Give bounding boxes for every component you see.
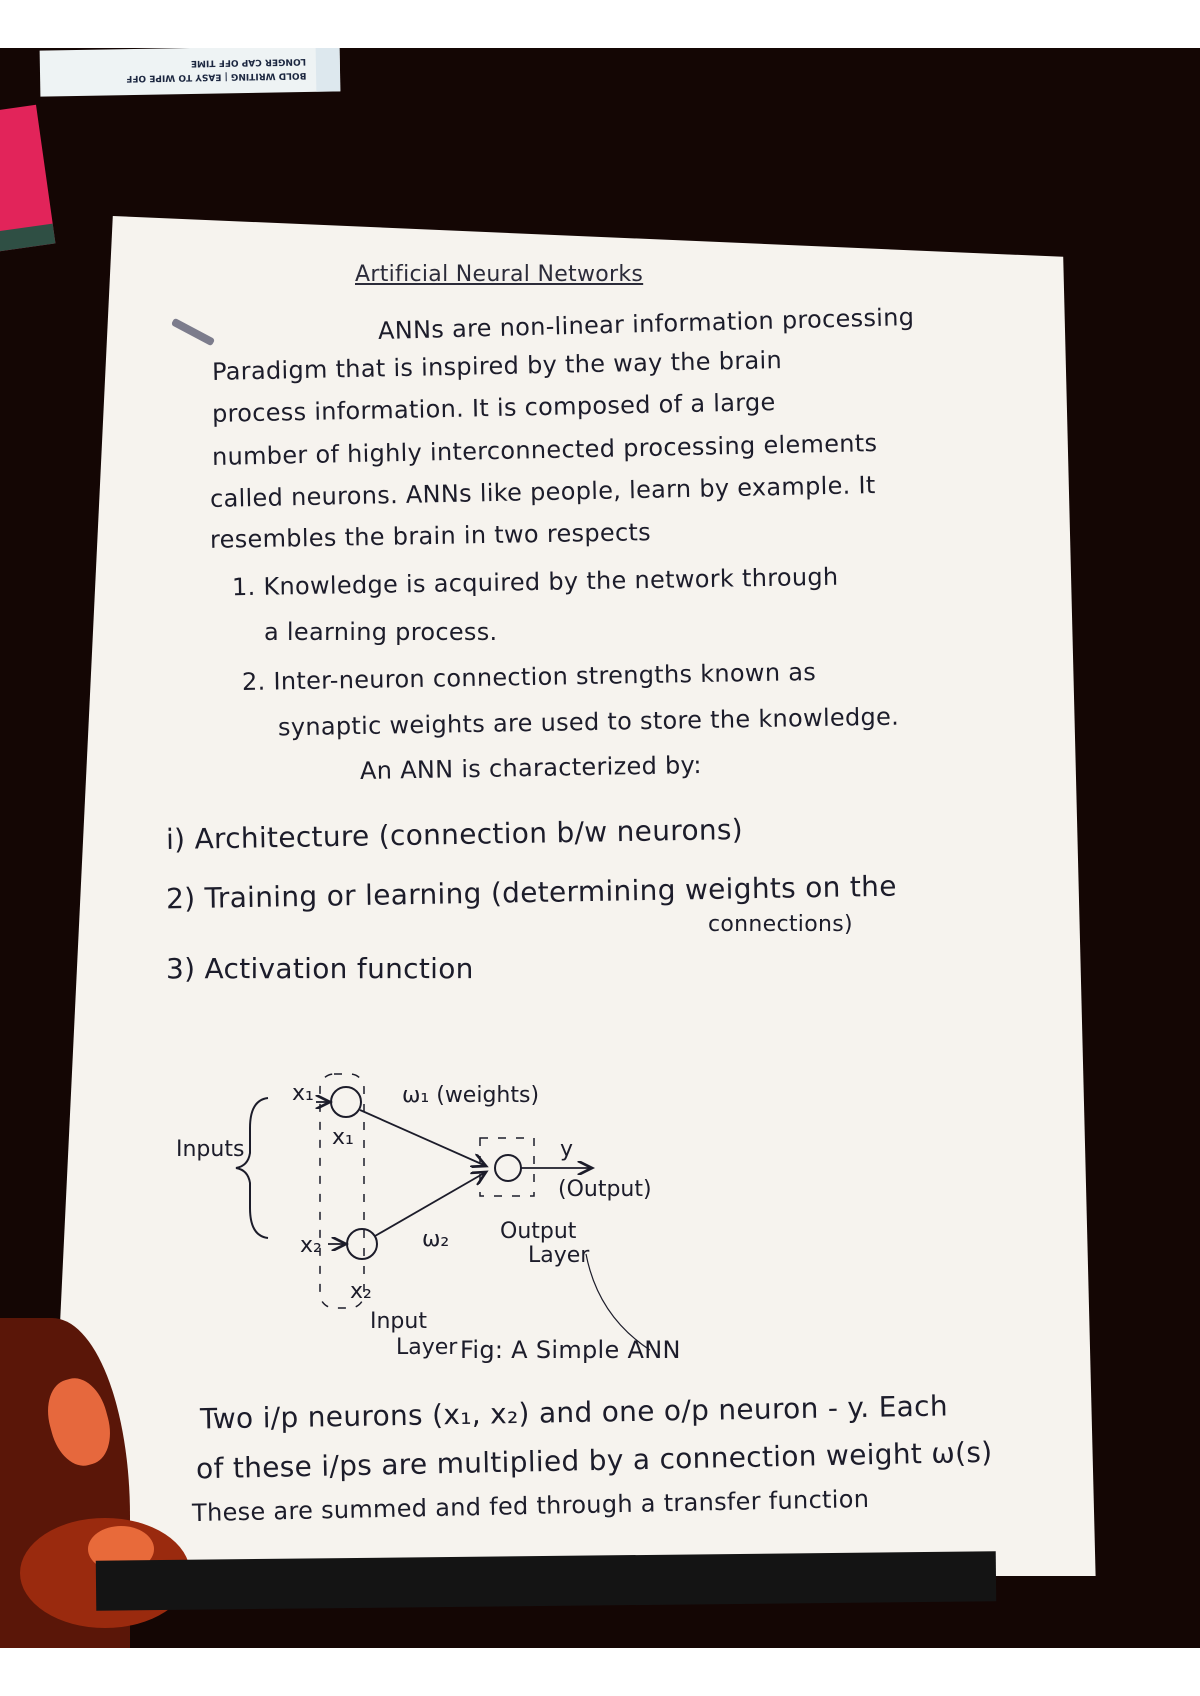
output-layer-label-2: Layer — [528, 1243, 590, 1268]
feature-2: 2) Training or learning (determining weights on the — [165, 869, 897, 916]
tape-line-2: LONGER CAP OFF TIME — [190, 55, 306, 68]
feature-2-continued: connections) — [708, 912, 853, 937]
page-title: Artificial Neural Networks — [355, 262, 644, 287]
paragraph-line-2: Paradigm that is inspired by the way the brain — [211, 346, 783, 386]
connection-1 — [360, 1110, 486, 1166]
inputs-label: Inputs — [176, 1137, 245, 1162]
output-neuron — [495, 1155, 521, 1181]
photo-background — [0, 48, 1200, 1648]
input-layer-label-1: Input — [370, 1309, 427, 1334]
weight-2-label: ω₂ — [422, 1227, 450, 1252]
x1-below-label: x₁ — [332, 1125, 354, 1150]
respect-1-line-2: a learning process. — [264, 618, 498, 646]
summary-line-1: Two i/p neurons (x₁, x₂) and one o/p neuron - y. Each — [199, 1389, 949, 1436]
output-label: (Output) — [558, 1177, 652, 1202]
respect-2-line-1: 2. Inter-neuron connection strengths known as — [241, 657, 817, 697]
output-layer-label-1: Output — [500, 1219, 577, 1244]
x2-below-label: x₂ — [350, 1279, 372, 1304]
weight-1-label: ω₁ (weights) — [402, 1083, 540, 1108]
dark-band — [96, 1551, 996, 1610]
paragraph-line-1: ANNs are non-linear information processing — [377, 302, 915, 346]
inputs-brace — [236, 1098, 268, 1238]
feature-1: i) Architecture (connection b/w neurons) — [165, 812, 744, 857]
input-layer-box — [320, 1074, 364, 1308]
characterized-heading: An ANN is characterized by: — [359, 751, 702, 785]
marker-tape — [40, 48, 341, 97]
x1-input-label: x₁ — [292, 1081, 314, 1106]
summary-line-2: of these i/ps are multiplied by a connection weight ω(s) — [195, 1435, 993, 1486]
output-layer-box — [480, 1138, 534, 1196]
paragraph-line-5: called neurons. ANNs like people, learn by example. It — [209, 471, 876, 513]
pink-sticky-note — [0, 105, 55, 251]
tape-line-1: BOLD WRITING | EASY TO WIPE OFF — [125, 69, 307, 84]
input-neuron-1 — [331, 1087, 361, 1117]
paragraph-line-4: number of highly interconnected processing elements — [211, 429, 878, 471]
summary-line-3: These are summed and fed through a transfer function — [191, 1484, 870, 1528]
paragraph-line-6: resembles the brain in two respects — [209, 518, 652, 554]
y-label: y — [560, 1137, 574, 1162]
figure-caption: Fig: A Simple ANN — [460, 1336, 681, 1364]
respect-1-line-1: 1. Knowledge is acquired by the network through — [231, 562, 839, 602]
paragraph-line-3: process information. It is composed of a large — [211, 388, 776, 428]
respect-2-line-2: synaptic weights are used to store the knowledge. — [277, 702, 900, 742]
tape-stripe — [316, 48, 341, 92]
ann-diagram — [150, 1058, 750, 1378]
feature-3: 3) Activation function — [166, 952, 474, 985]
input-neuron-2 — [347, 1229, 377, 1259]
x2-input-label: x₂ — [300, 1233, 322, 1258]
input-layer-label-2: Layer — [396, 1335, 458, 1360]
